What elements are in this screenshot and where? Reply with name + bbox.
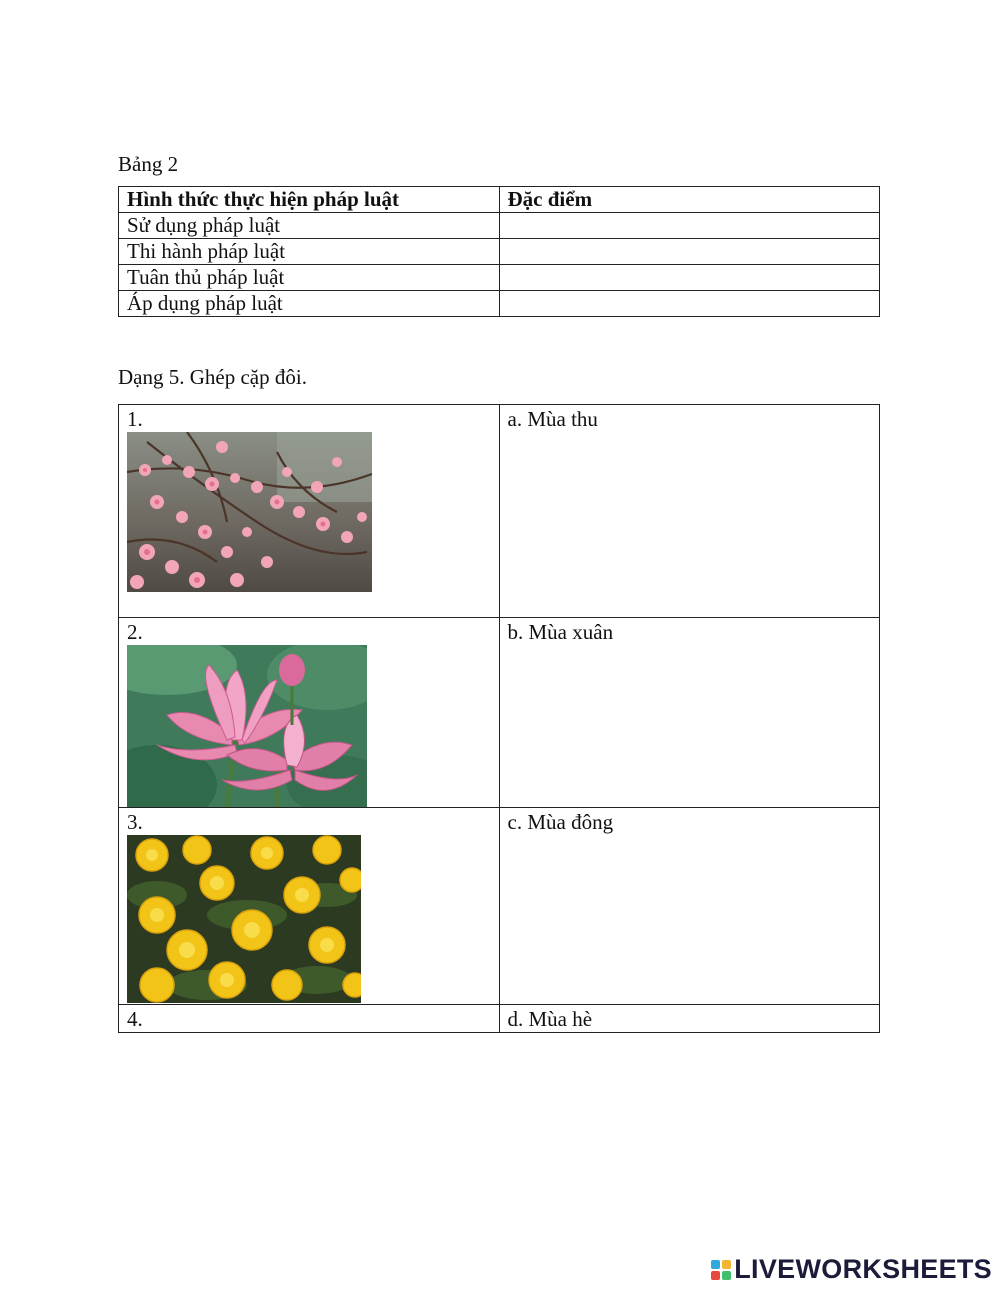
form-cell: Thi hành pháp luật [119,239,500,265]
matching-table [118,404,880,1033]
table-row [119,239,880,265]
match-right-cell[interactable]: c. Mùa đông [499,808,880,1005]
feature-cell[interactable] [499,291,880,317]
lotus-flower-photo [127,645,367,807]
match-row [119,618,880,808]
form-cell: Áp dụng pháp luật [119,291,500,317]
table-header-row [119,187,880,213]
peach-blossom-photo [127,432,372,592]
item-number: 4. [127,1007,143,1031]
header-cell: Đặc điểm [499,187,880,213]
match-row [119,808,880,1005]
feature-cell[interactable] [499,265,880,291]
table-row [119,213,880,239]
match-row [119,1005,880,1033]
match-left-cell [119,808,500,1005]
item-number: 3. [127,810,143,834]
table-row [119,265,880,291]
yellow-chrysanthemum-photo [127,835,361,1003]
match-left-cell [119,618,500,808]
match-left-cell [119,405,500,618]
match-right-cell[interactable]: d. Mùa hè [499,1005,880,1033]
match-right-cell[interactable]: b. Mùa xuân [499,618,880,808]
liveworksheets-logo-icon [711,1260,731,1280]
item-number: 2. [127,620,143,644]
brand-name: LIVEWORKSHEETS [734,1254,992,1284]
match-left-cell [119,1005,500,1033]
logo-block [711,1260,720,1269]
match-right-cell[interactable]: a. Mùa thu [499,405,880,618]
table-row [119,291,880,317]
feature-cell[interactable] [499,213,880,239]
form-cell: Tuân thủ pháp luật [119,265,500,291]
item-number: 1. [127,407,143,431]
table-caption: Bảng 2 [118,152,179,176]
logo-block [722,1260,731,1269]
feature-cell[interactable] [499,239,880,265]
logo-block [722,1271,731,1280]
logo-block [711,1271,720,1280]
header-cell: Hình thức thực hiện pháp luật [119,187,500,213]
liveworksheets-brand [711,1254,992,1285]
law-forms-table [118,186,880,317]
exercise-caption: Dạng 5. Ghép cặp đôi. [118,365,307,389]
form-cell: Sử dụng pháp luật [119,213,500,239]
match-row [119,405,880,618]
